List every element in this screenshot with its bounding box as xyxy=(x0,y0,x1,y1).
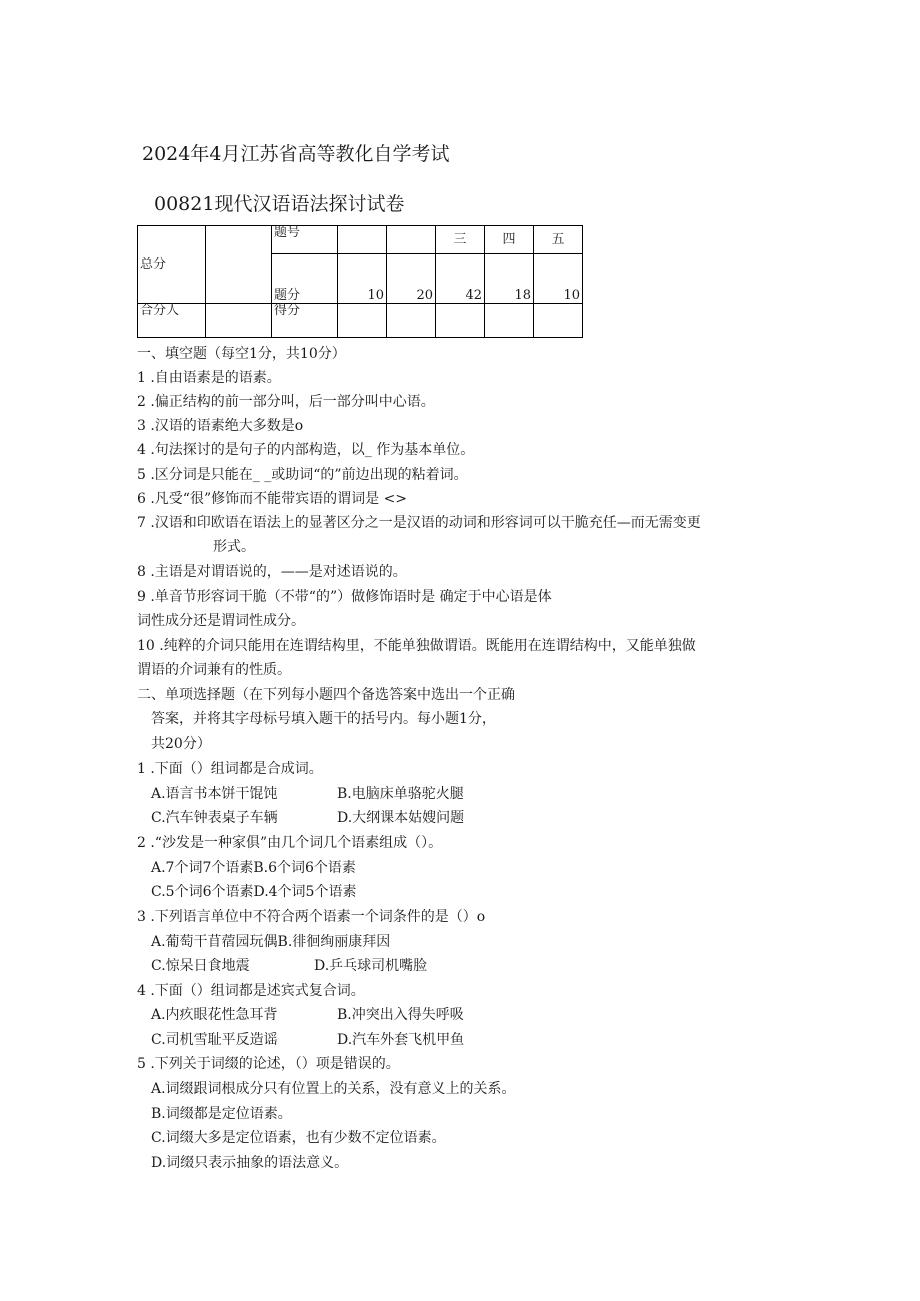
section-5-got xyxy=(534,304,583,338)
choice-q1-option-c: C.汽车钟表桌子车辆 xyxy=(151,810,278,826)
choice-q2-options-ab: A.7个词7个语素B.6个词6个语素 xyxy=(151,860,356,876)
fill-q4: 4 .句法探讨的是句子的内部构造，以_ 作为基本单位。 xyxy=(137,442,475,458)
choice-q4: 4 .下面（）组词都是述宾式复合词。 xyxy=(137,983,365,999)
fill-q8: 8 .主语是对谓语说的，——是对述语说的。 xyxy=(137,564,407,580)
choice-q2: 2 .“沙发是一种家俱”由几个词几个语素组成（）。 xyxy=(137,835,443,851)
fill-q6: 6 .凡受“很”修饰而不能带宾语的谓词是 <> xyxy=(137,491,408,507)
section-1-heading: 一、填空题（每空1分，共10分） xyxy=(137,346,346,362)
section-5-header: 五 xyxy=(534,226,583,254)
got-score-label: 得分 xyxy=(272,304,338,338)
choice-q3-option-c: C.惊呆日食地震 xyxy=(151,958,250,974)
fill-q10-cont: 谓语的介词兼有的性质。 xyxy=(137,662,291,678)
choice-q5-option-d: D.词缀只表示抽象的语法意义。 xyxy=(151,1155,349,1171)
section-3-header: 三 xyxy=(436,226,485,254)
choice-q3-options-ab: A.葡萄干苜蓿园玩偶B.徘徊绚丽康拜因 xyxy=(151,934,391,950)
choice-q5-option-c: C.词缀大多是定位语素，也有少数不定位语素。 xyxy=(151,1130,446,1146)
choice-q3: 3 .下列语言单位中不符合两个语素一个词条件的是（）o xyxy=(137,909,486,925)
choice-q5: 5 .下列关于词缀的论述，（）项是错误的。 xyxy=(137,1056,400,1072)
total-score-label: 总分 xyxy=(138,226,206,304)
section-1-header xyxy=(338,226,387,254)
section-2-heading-cont2: 共20分） xyxy=(151,736,211,752)
choice-q5-option-a: A.词缀跟词根成分只有位置上的关系，没有意义上的关系。 xyxy=(151,1081,516,1097)
choice-q1-option-a: A.语言书本饼干馄饨 xyxy=(151,786,278,802)
fill-q1: 1 .自由语素是的语素。 xyxy=(137,370,281,386)
combiner-label: 合分人 xyxy=(138,304,206,338)
section-4-score: 18 xyxy=(485,254,534,304)
question-score-label: 题分 xyxy=(272,254,338,304)
choice-q4-option-b: B.冲突出入得失呼吸 xyxy=(337,1007,464,1023)
section-2-score: 20 xyxy=(387,254,436,304)
choice-q2-options-cd: C.5个词6个语素D.4个词5个语素 xyxy=(151,884,357,900)
section-3-got xyxy=(436,304,485,338)
choice-q1-option-b: B.电脑床单骆驼火腿 xyxy=(337,786,464,802)
fill-q2: 2 .偏正结构的前一部分叫，后一部分叫中心语。 xyxy=(137,394,435,410)
score-table xyxy=(137,225,583,338)
fill-q3: 3 .汉语的语素绝大多数是o xyxy=(137,418,304,434)
section-2-heading: 二、单项选择题（在下列每小题四个备选答案中选出一个正确 xyxy=(137,687,515,703)
fill-q9: 9 .单音节形容词干脆（不带“的”）做修饰语时是 确定于中心语是体 xyxy=(137,589,552,605)
choice-q1-option-d: D.大纲课本姑嫂问题 xyxy=(337,810,465,826)
choice-q4-option-d: D.汽车外套飞机甲鱼 xyxy=(337,1032,465,1048)
total-score-cell xyxy=(206,226,272,304)
fill-q7: 7 .汉语和印欧语在语法上的显著区分之一是汉语的动词和形容词可以干脆充任—而无需变更 xyxy=(137,515,701,531)
fill-q5: 5 .区分词是只能在_ _或助词“的”前边出现的粘着词。 xyxy=(137,467,468,483)
section-5-score: 10 xyxy=(534,254,583,304)
fill-q7-cont: 形式。 xyxy=(213,539,255,555)
fill-q10: 10 .纯粹的介词只能用在连谓结构里，不能单独做谓语。既能用在连谓结构中，又能单独做 xyxy=(137,638,696,654)
exam-title: 2024年4月江苏省高等教化自学考试 xyxy=(142,143,450,165)
section-4-got xyxy=(485,304,534,338)
paper-title: 00821现代汉语语法探讨试卷 xyxy=(154,193,405,215)
section-4-header: 四 xyxy=(485,226,534,254)
section-2-heading-cont1: 答案，并将其字母标号填入题干的括号内。每小题1分， xyxy=(151,711,496,727)
section-2-header xyxy=(387,226,436,254)
choice-q4-option-c: C.司机雪耻平反造谣 xyxy=(151,1032,278,1048)
section-1-got xyxy=(338,304,387,338)
fill-q9-cont: 词性成分还是谓词性成分。 xyxy=(137,613,305,629)
choice-q3-option-d: D.乒乓球司机嘴脸 xyxy=(314,958,428,974)
choice-q4-option-a: A.内疚眼花性急耳背 xyxy=(151,1007,278,1023)
combiner-cell xyxy=(206,304,272,338)
section-2-got xyxy=(387,304,436,338)
choice-q1: 1 .下面（）组词都是合成词。 xyxy=(137,761,323,777)
question-number-label: 题号 xyxy=(272,226,338,254)
choice-q5-option-b: B.词缀都是定位语素。 xyxy=(151,1106,292,1122)
section-3-score: 42 xyxy=(436,254,485,304)
section-1-score: 10 xyxy=(338,254,387,304)
